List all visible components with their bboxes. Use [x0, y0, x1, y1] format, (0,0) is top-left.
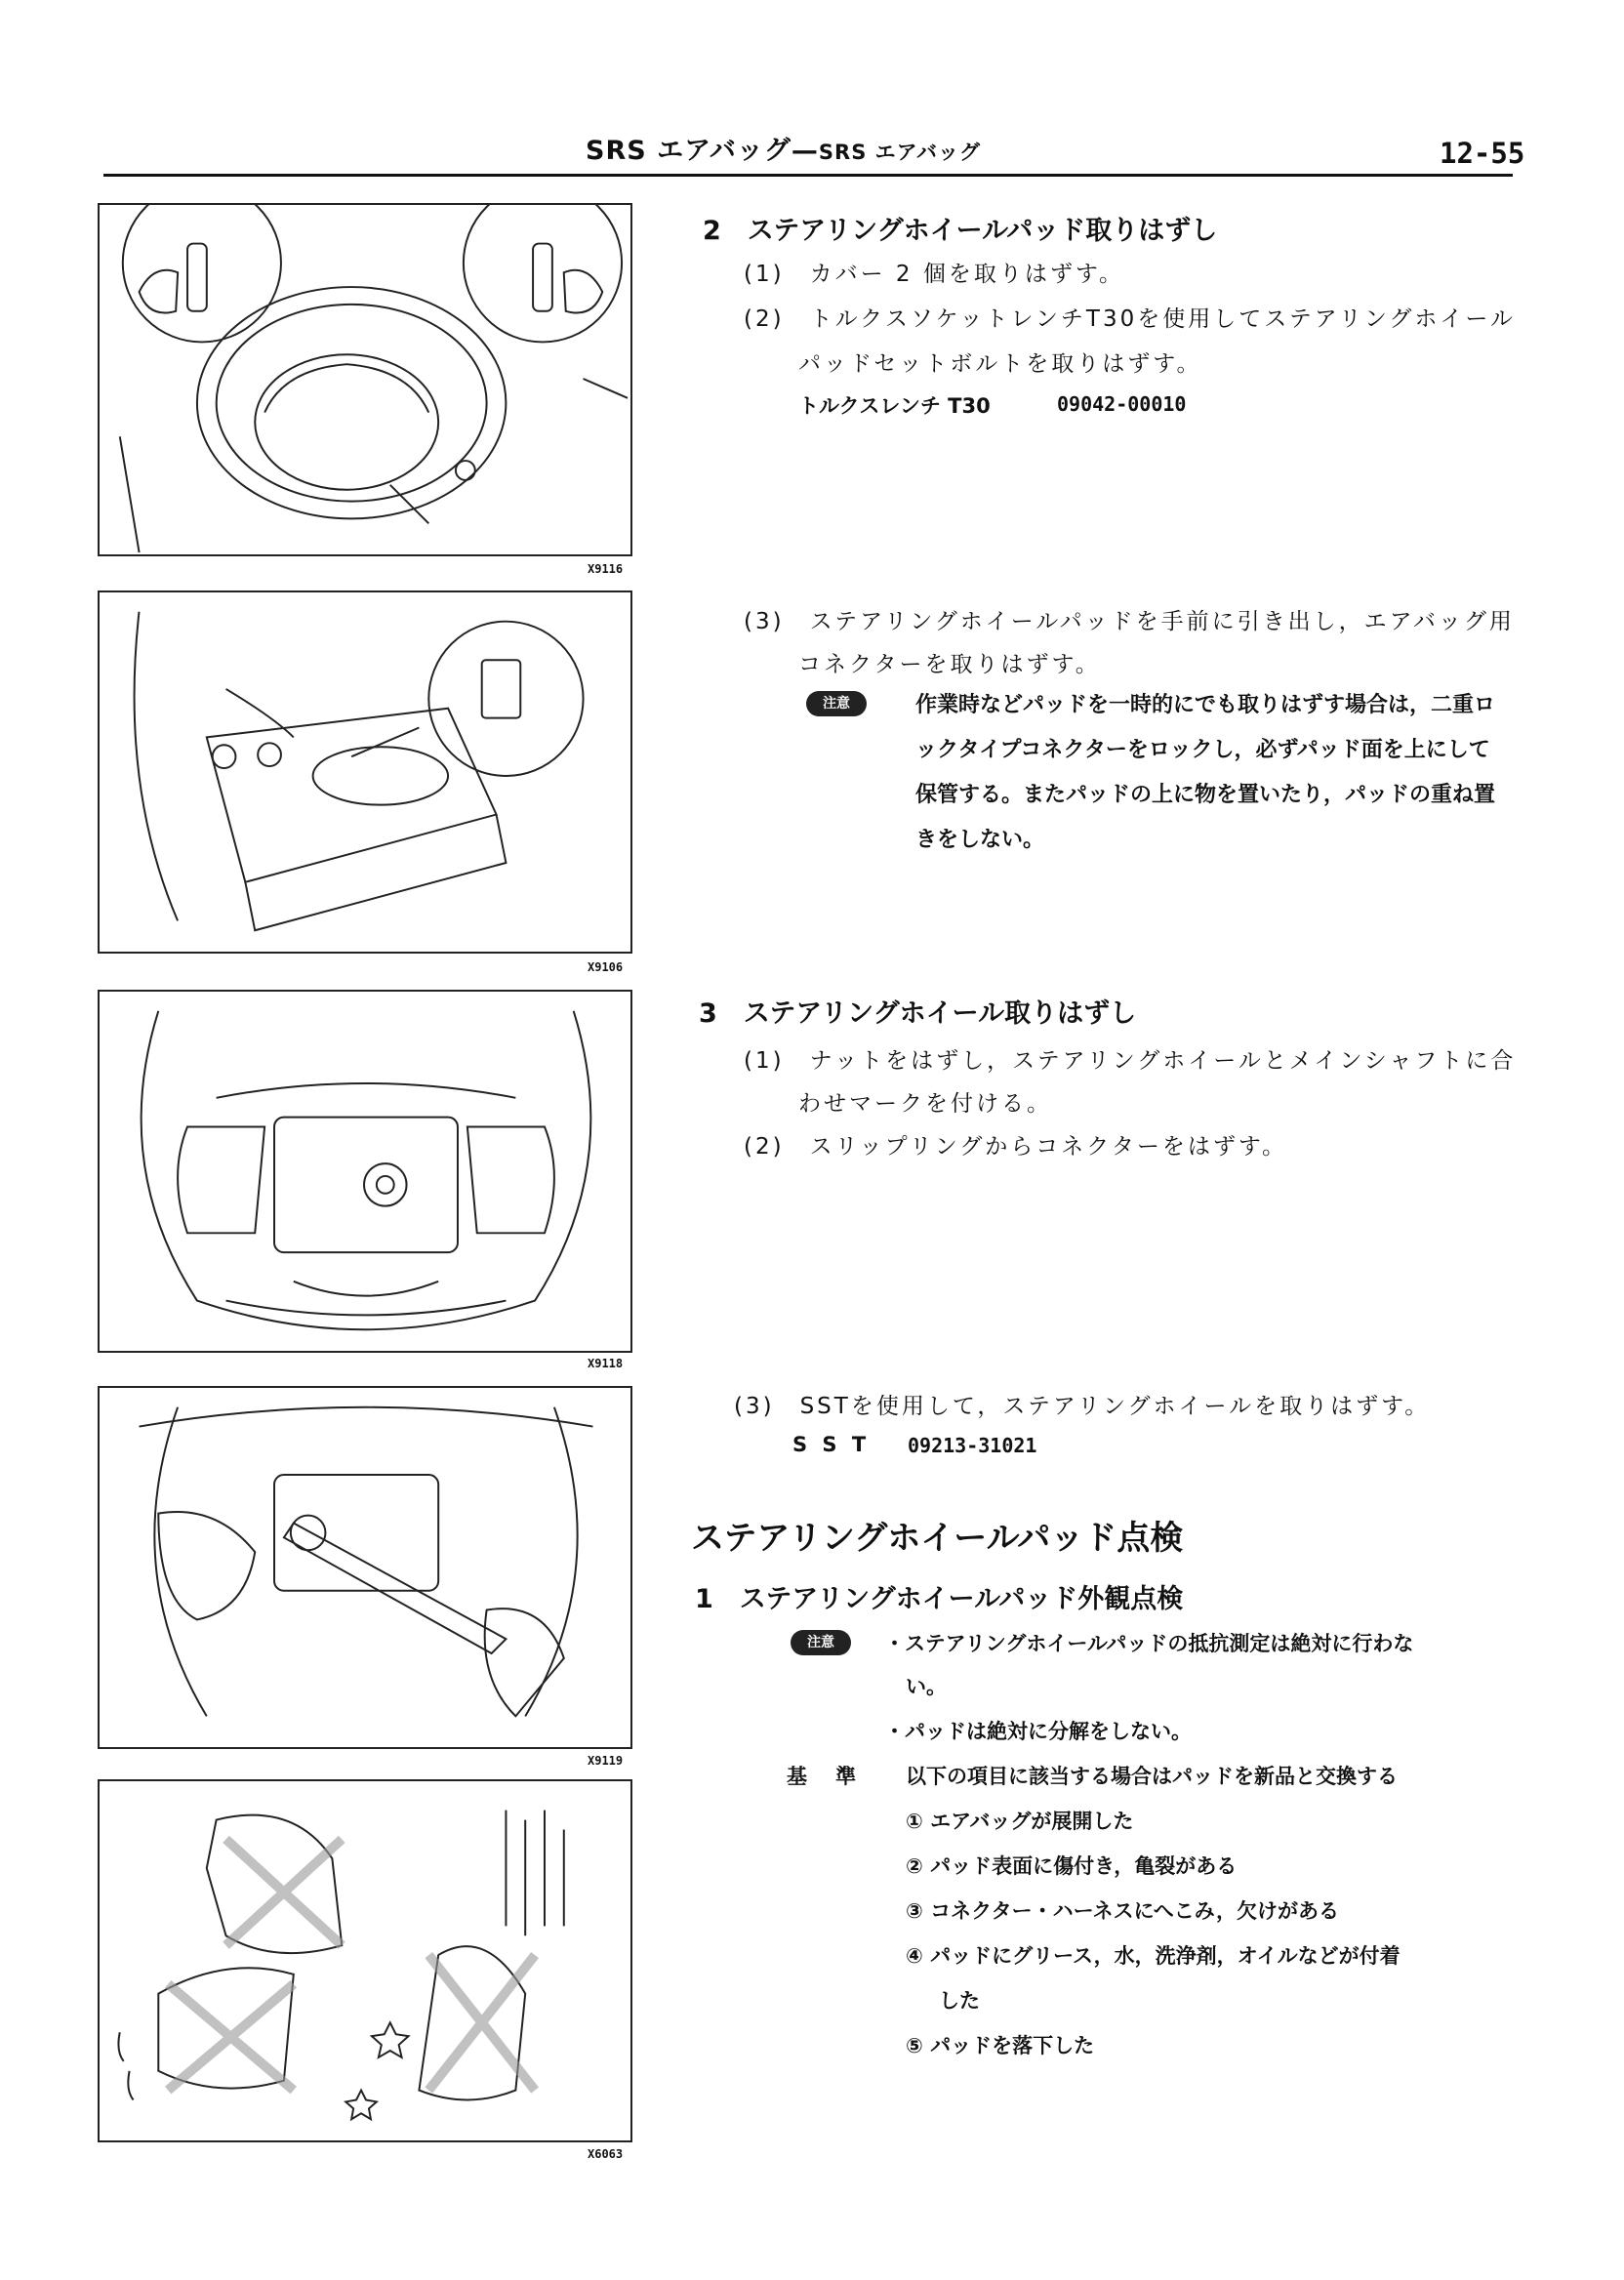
inspection-title: ステアリングホイールパッド点検	[691, 1519, 1184, 1558]
figure-steering-wheel-covers	[98, 203, 632, 556]
section-3-step-3: (3) SSTを使用して，ステアリングホイールを取りはずす。	[734, 1394, 1431, 1419]
figure-drawing	[100, 992, 630, 1351]
criteria-label: 基 準	[787, 1765, 860, 1788]
header-title-sub: SRS エアバッグ	[818, 141, 981, 164]
caution-text: 作業時などパッドを一時的にでも取りはずす場合は，二重ロックタイプコネクターをロックし，必ずパッド面を上にして保管する。またパッドの上に物を置いたり，パッドの重ね置きをしない。	[915, 693, 1496, 852]
criteria-item: ① エアバッグが展開した	[906, 1810, 1134, 1833]
section-3-step-2: (2) スリップリングからコネクターをはずす。	[744, 1134, 1287, 1160]
figure-drawing	[100, 1388, 630, 1747]
section-2-step-3-line-2: コネクターを取りはずす。	[798, 652, 1101, 677]
section-2-heading: 2 ステアリングホイールパッド取りはずし	[703, 216, 1218, 246]
inspection-note-1-line-1: ・ステアリングホイールパッドの抵抗測定は絶対に行わな	[884, 1632, 1414, 1655]
caution-badge: 注意	[791, 1630, 851, 1655]
section-2-step-3-line-1: (3) ステアリングホイールパッドを手前に引き出し，エアバッグ用	[744, 609, 1515, 634]
criteria-item: ⑤ パッドを落下した	[906, 2034, 1095, 2057]
header-rule	[103, 174, 1513, 177]
figure-drawing	[100, 1781, 630, 2140]
figure-code: X6063	[588, 2147, 624, 2161]
figure-code: X9118	[588, 1357, 624, 1370]
header-title-main: SRS エアバッグ—	[586, 136, 819, 166]
inspection-note-1-line-2: い。	[906, 1675, 947, 1698]
section-2-step-1: (1) カバー 2 個を取りはずす。	[744, 262, 1124, 287]
figure-sst-removal	[98, 1386, 632, 1749]
inspection-note-2: ・パッドは絶対に分解をしない。	[884, 1720, 1192, 1743]
section-3-step-1-line-1: (1) ナットをはずし，ステアリングホイールとメインシャフトに合	[744, 1048, 1517, 1074]
page-number: 12-55	[1440, 137, 1525, 170]
section-3-step-1-line-2: わせマークを付ける。	[798, 1091, 1052, 1117]
figure-code: X9106	[588, 960, 624, 974]
criteria-item: ② パッド表面に傷付き，亀裂がある	[906, 1854, 1238, 1878]
figure-drawing	[100, 592, 630, 952]
figure-pad-damage-examples	[98, 1779, 632, 2142]
criteria-item: ③ コネクター・ハーネスにへこみ，欠けがある	[906, 1899, 1340, 1923]
criteria-item-continuation: した	[939, 1989, 980, 2013]
figure-pad-connector	[98, 590, 632, 954]
section-2-step-2-line-1: (2) トルクスソケットレンチT30を使用してステアリングホイール	[744, 306, 1516, 332]
figure-steering-hub	[98, 990, 632, 1353]
inspection-item-heading: 1 ステアリングホイールパッド外観点検	[695, 1584, 1184, 1614]
section-2-step-2-line-2: パッドセットボルトを取りはずす。	[798, 351, 1202, 377]
figure-code: X9116	[588, 562, 624, 576]
caution-badge: 注意	[806, 691, 867, 716]
section-3-heading: 3 ステアリングホイール取りはずし	[699, 998, 1137, 1029]
criteria-intro: 以下の項目に該当する場合はパッドを新品と交換する	[906, 1765, 1398, 1788]
sst-label: S S T	[792, 1433, 871, 1456]
running-header-title	[586, 129, 981, 167]
figure-drawing	[100, 205, 630, 554]
figure-code: X9119	[588, 1754, 624, 1768]
sst-number: 09213-31021	[908, 1434, 1037, 1457]
tool-number: 09042-00010	[1057, 392, 1187, 416]
tool-name: トルクスレンチ T30	[798, 394, 991, 418]
criteria-item: ④ パッドにグリース，水，洗浄剤，オイルなどが付着	[906, 1944, 1401, 1968]
